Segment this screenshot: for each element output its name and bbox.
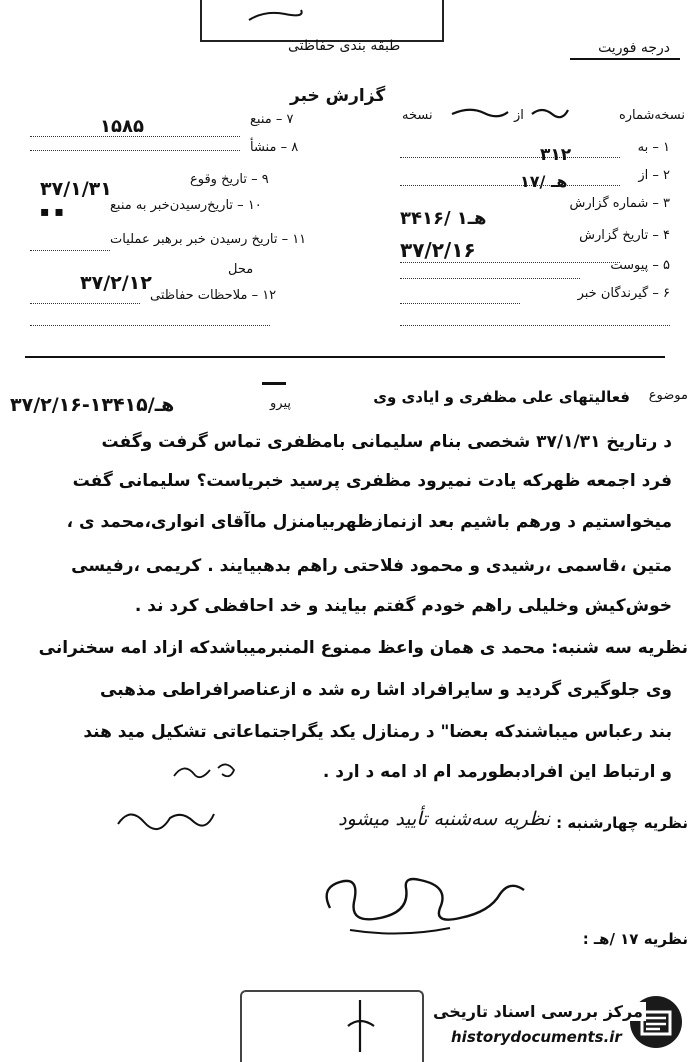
to-label: ۱ – به bbox=[637, 140, 670, 155]
stamp-scribble bbox=[245, 6, 305, 26]
notes-label: ۱۲ – ملاحظات حفاظتی bbox=[150, 288, 277, 303]
subject-label: موضوع bbox=[648, 388, 688, 403]
opinion-wed-label: نظریه چهارشنبه : bbox=[556, 814, 688, 832]
body-line-4: متین ،قاسمی ،رشیدی و محمود فلاحتی راهم بدهبیایند . کریمی ،رفیسی bbox=[71, 556, 672, 576]
recipients-line-2 bbox=[400, 325, 670, 326]
attachment-label: ۵ – پیوست bbox=[610, 258, 670, 273]
subject-ref-mark bbox=[262, 382, 286, 385]
report-no-value: ۳۴۱۶/ هـ۱ bbox=[400, 208, 487, 229]
origin-line bbox=[30, 150, 240, 151]
copy-number-label: نسخه‌شماره bbox=[618, 108, 685, 123]
bottom-scribble bbox=[330, 996, 390, 1056]
body-line-9: و ارتباط این افرادبطورمد ام اد امه د ارد . bbox=[322, 762, 672, 782]
source-line bbox=[30, 136, 240, 137]
signature-large bbox=[310, 868, 540, 948]
body-line-8: بند رعباس میباشندکه بعضا" د رمنازل یکد یگراجتماعاتی تشکیل مید هند bbox=[83, 722, 672, 742]
copy-number-scribble bbox=[530, 104, 570, 120]
from2-label: ۲ – از bbox=[638, 168, 670, 183]
from2-line bbox=[400, 185, 620, 186]
subject-ref: ۳۷/۲/۱۶-۱هـ/۳۴۱۵ bbox=[10, 394, 175, 416]
to-line bbox=[400, 157, 620, 158]
received-source-mark: ▪ ▪ bbox=[40, 204, 64, 220]
opinion-17-label: نظریه ۱۷ /هـ : bbox=[582, 930, 688, 948]
body-line-2: فرد اجمعه ظهرکه یادت نمیرود مظفری پرسید خبریاست؟ سلیمانی گفت bbox=[72, 471, 672, 491]
event-date-label: ۹ – تاریخ وقوع bbox=[190, 172, 269, 187]
notes-line-2 bbox=[30, 325, 270, 326]
body-line-1: د رتاریخ ۳۷/۱/۳۱ شخصی بنام سلیمانی بامظفری تماس گرفت وگفت bbox=[101, 432, 672, 452]
opinion-wed-signature bbox=[110, 800, 220, 840]
classification-label: طبقه بندی حفاظتی bbox=[288, 38, 401, 54]
priority-underline bbox=[570, 58, 680, 60]
recipients-line-1 bbox=[400, 303, 520, 304]
source-label: ۷ – منبع bbox=[250, 112, 294, 127]
opinion-wed-handwriting: نظریه سه‌شنبه تأیید میشود bbox=[338, 808, 550, 830]
event-date-value: ۳۷/۱/۳۱ bbox=[40, 178, 112, 200]
page-title: گزارش خبر bbox=[290, 86, 386, 106]
top-stamp-box bbox=[200, 0, 444, 42]
report-no-label: ۳ – شماره گزارش bbox=[569, 196, 670, 211]
report-date-line bbox=[400, 262, 620, 263]
report-date-value: ۳۷/۲/۱۶ bbox=[400, 238, 476, 262]
received-ops-label: ۱۱ – تاریخ رسیدن خبر برهبر عملیات bbox=[110, 232, 307, 247]
body-line-3: میخواستیم د ورهم باشیم بعد ازنمازظهربیامنزل ماآقای انواری،محمد ی ، bbox=[66, 512, 672, 532]
handwritten-mark-1 bbox=[170, 758, 240, 786]
received-ops-line bbox=[30, 250, 110, 251]
subject-text: فعالیتهای علی مظفری و ایادی وی bbox=[373, 388, 630, 406]
notes-line-1 bbox=[30, 303, 140, 304]
body-line-6: نظریه سه شنبه: محمد ی همان واعظ ممنوع المنبرمیباشدکه ازاد امه سخنرانی bbox=[38, 638, 688, 658]
footer-website-link[interactable]: historydocuments.ir bbox=[448, 1028, 625, 1046]
copy-from-scribble bbox=[450, 104, 510, 120]
recipients-label: ۶ – گیرندگان خبر bbox=[577, 286, 670, 301]
source-value: ۱۵۸۵ bbox=[100, 116, 144, 137]
place-value: ۳۷/۲/۱۲ bbox=[80, 272, 152, 294]
priority-label: درجه فوریت bbox=[598, 40, 670, 56]
received-source-label: ۱۰ – تاریخ‌رسیدن‌خبر به منبع bbox=[110, 198, 262, 213]
copy-word-label: نسخه bbox=[402, 108, 433, 123]
attachment-line bbox=[400, 278, 580, 279]
from2-value: ۱۷/ هـ bbox=[520, 172, 568, 191]
header-separator bbox=[25, 356, 665, 358]
body-line-5: خوش‌کیش وخلیلی راهم خودم گفتم بیایند و خد احافظی کرد ند . bbox=[134, 596, 672, 616]
to-value: ۳۱۲ bbox=[540, 145, 572, 165]
place-label: محل bbox=[228, 262, 254, 277]
copy-from-label: از bbox=[514, 108, 524, 123]
report-date-label: ۴ – تاریخ گزارش bbox=[579, 228, 670, 243]
origin-label: ۸ – منشأ bbox=[250, 140, 299, 155]
body-line-7: وی جلوگیری گردید و سایرافراد اشا ره شد ه ازعناصرافراطی مذهبی bbox=[100, 680, 672, 700]
subject-extra: پیرو bbox=[270, 396, 291, 411]
footer-org-name: مرکز بررسی اسناد تاریخی bbox=[430, 1002, 646, 1021]
